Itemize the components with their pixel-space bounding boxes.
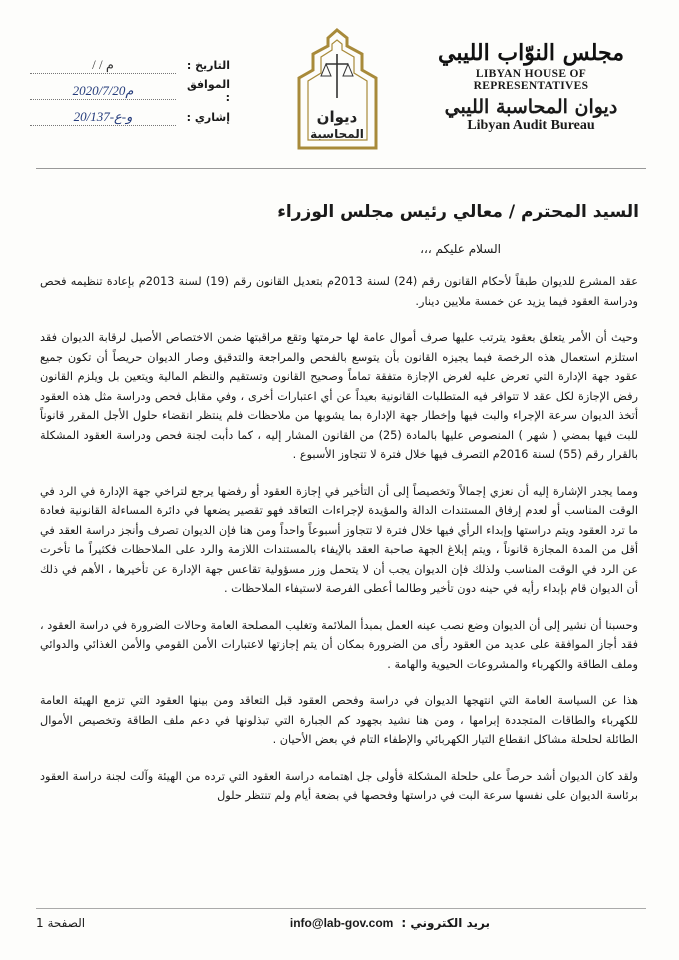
- reference-value: 20/137-و-ع: [30, 109, 176, 126]
- date-row: [30, 52, 230, 78]
- letter-greeting: السلام عليكم ،،،: [420, 242, 501, 256]
- corresponding-label: الموافق :: [186, 78, 230, 104]
- header-divider: [36, 168, 646, 169]
- letter-meta: [30, 52, 230, 130]
- letterhead: [421, 40, 641, 134]
- bureau-name-english: Libyan Audit Bureau: [467, 118, 595, 133]
- svg-text:المحاسبة: المحاسبة: [310, 127, 364, 141]
- paragraph: هذا عن السياسة العامة التي انتهجها الديوان في دراسة وفحص العقود قبل التعاقد ومن بينها العقود التي تزمع الهيئة العامة للكهرباء والطاقات المتجددة إبرامها ، ومن هنا نشيد بجهود كم الجبارة التي تبذلونها في دعم ملف الطاقة وتخصيص الأموال الطائلة لحلحلة مشاكل انقطاع التيار الكهربائي والإطفاء التام في بعض الأحيان .: [40, 694, 638, 746]
- org-name-arabic: مجلس النوّاب الليبي: [438, 40, 624, 66]
- paragraph: ولقد كان الديوان أشد حرصاً على حلحلة المشكلة فأولى جل اهتمامه دراسة العقود التي ترده من الهيئة وآلت لجنة دراسة العقود برئاسة الديوان على نفسها سرعة البت في دراستها وفحصها في بضعة أيام ولم تنتظر حلول: [40, 769, 638, 802]
- paragraph: عقد المشرع للديوان طبقاً لأحكام القانون رقم (24) لسنة 2013م بتعديل القانون رقم (19) لسنة 2013م بإعادة تنظيمه فحص ودراسة العقود فيما يزيد عن خمسة ملايين دينار.: [40, 275, 638, 308]
- footer-contact: [240, 916, 490, 930]
- corresponding-date-row: [30, 78, 230, 104]
- paragraph: وحيث أن الأمر يتعلق بعقود يترتب عليها صرف أموال عامة لها حرمتها وتقع مراقبتها ضمن الاختصاص الأصيل لرقابة الديوان فقد استلزم استعمال هذه الرخصة فيما يجيزه القانون بأن يتوسع بالفحص والمراجعة والتدقيق وصار الديوان حريصاً أن تكون جميع عقود جهة الإدارة التي تعرض عليه لغرض الإجازة متفقة تماماً وصحيح القانون وتستقيم والنظم المالية ويتعين بل ويلزم القانون رفض الإجازة لكل عقد لا تتوافر فيه المتطلبات القانونية بعيداً عن أي اعتبارات أخرى ، وفي مقابل فحص ودراسة مثل هذه العقود أتخذ الديوان سرعة الإجراء والبت فيها وإخطار جهة الإدارة بما يشوبها من ملاحظات فلم ينتظر انقضاء حلول الأجل المقرر قانوناً للبت فيها بمضي ( شهر ) المنصوص عليها بالمادة (25) من القانون المشار إليه ، كما دأبت لجنة فحص ودراسة العقود المشكلة بالقرار رقم (55) لسنة 2016م التصرف فيها خلال فترة لا تتجاوز الأسبوع .: [40, 331, 638, 461]
- date-label: التاريخ :: [186, 58, 230, 72]
- org-name-english: LIBYAN HOUSE OF REPRESENTATIVES: [473, 68, 589, 92]
- email-link[interactable]: info@lab-gov.com: [289, 916, 394, 930]
- letter-addressee: السيد المحترم / معالي رئيس مجلس الوزراء: [277, 202, 639, 222]
- bureau-name-arabic: ديوان المحاسبة الليبي: [444, 96, 618, 118]
- letter-body: [40, 272, 638, 823]
- reference-label: إشاري :: [186, 110, 230, 124]
- email-label: بريد الكتروني :: [401, 916, 490, 930]
- footer-divider: [36, 908, 646, 909]
- reference-row: [30, 104, 230, 130]
- paragraph: وحسبنا أن نشير إلى أن الديوان وضع نصب عينه العمل بمبدأ الملائمة وتغليب المصلحة العامة وحالات الضرورة في دراسة العقود ، فقد أجاز الموافقة على عديد من العقود رأى من الضرورة بمكان أن يتم إجازتها لاعتبارات الأمن القومي والأمن الغذائي والدوائي وملف الطاقة والكهرباء والمشروعات الحيوية والهامة .: [40, 618, 638, 671]
- corresponding-value: 2020/7/20م: [30, 83, 176, 100]
- page-number: الصفحة 1: [36, 916, 86, 930]
- paragraph: ومما يجدر الإشارة إليه أن نعزي إجمالاً وتخصيصاً إلى أن التأخير في إجازة العقود أو رفضها يرجع لتراخي جهة الإدارة في الرد في الوقت المناسب أو لعدم إرفاق المستندات الدالة والمؤيدة لإجراءات التعاقد فهو تقصير يضعها في دائرة المساءلة القانونية فعادة ما ترد العقود ويتم دراستها وإبداء الرأي فيها خلال فترة لا تتجاوز أسبوعاً واحداً ومن هنا فإن الديوان تصرف وأنجز دراسة العقد في أقل من المدة المجازة قانوناً ، ويتم إبلاغ الجهة صاحبة العقد بالإيفاء بالمستندات اللازمة والرد على الملاحظات فكثيراً ما تأخرت عن الرد في الوقت المناسب ولذلك فإن الديوان يجب أن لا يتحمل وزر مسؤولية تقاعس جهة الإدارة عن تأخيرها ، الأهم في ذلك أن الديوان قام بإبداء رأيه في حينه دون تأخير وطالما أعطى الفرصة لاستيفاء الملاحظات .: [40, 484, 638, 595]
- date-value: / / م: [30, 57, 176, 74]
- logo-lettering: ديوان: [316, 108, 358, 126]
- audit-bureau-logo: [290, 24, 385, 152]
